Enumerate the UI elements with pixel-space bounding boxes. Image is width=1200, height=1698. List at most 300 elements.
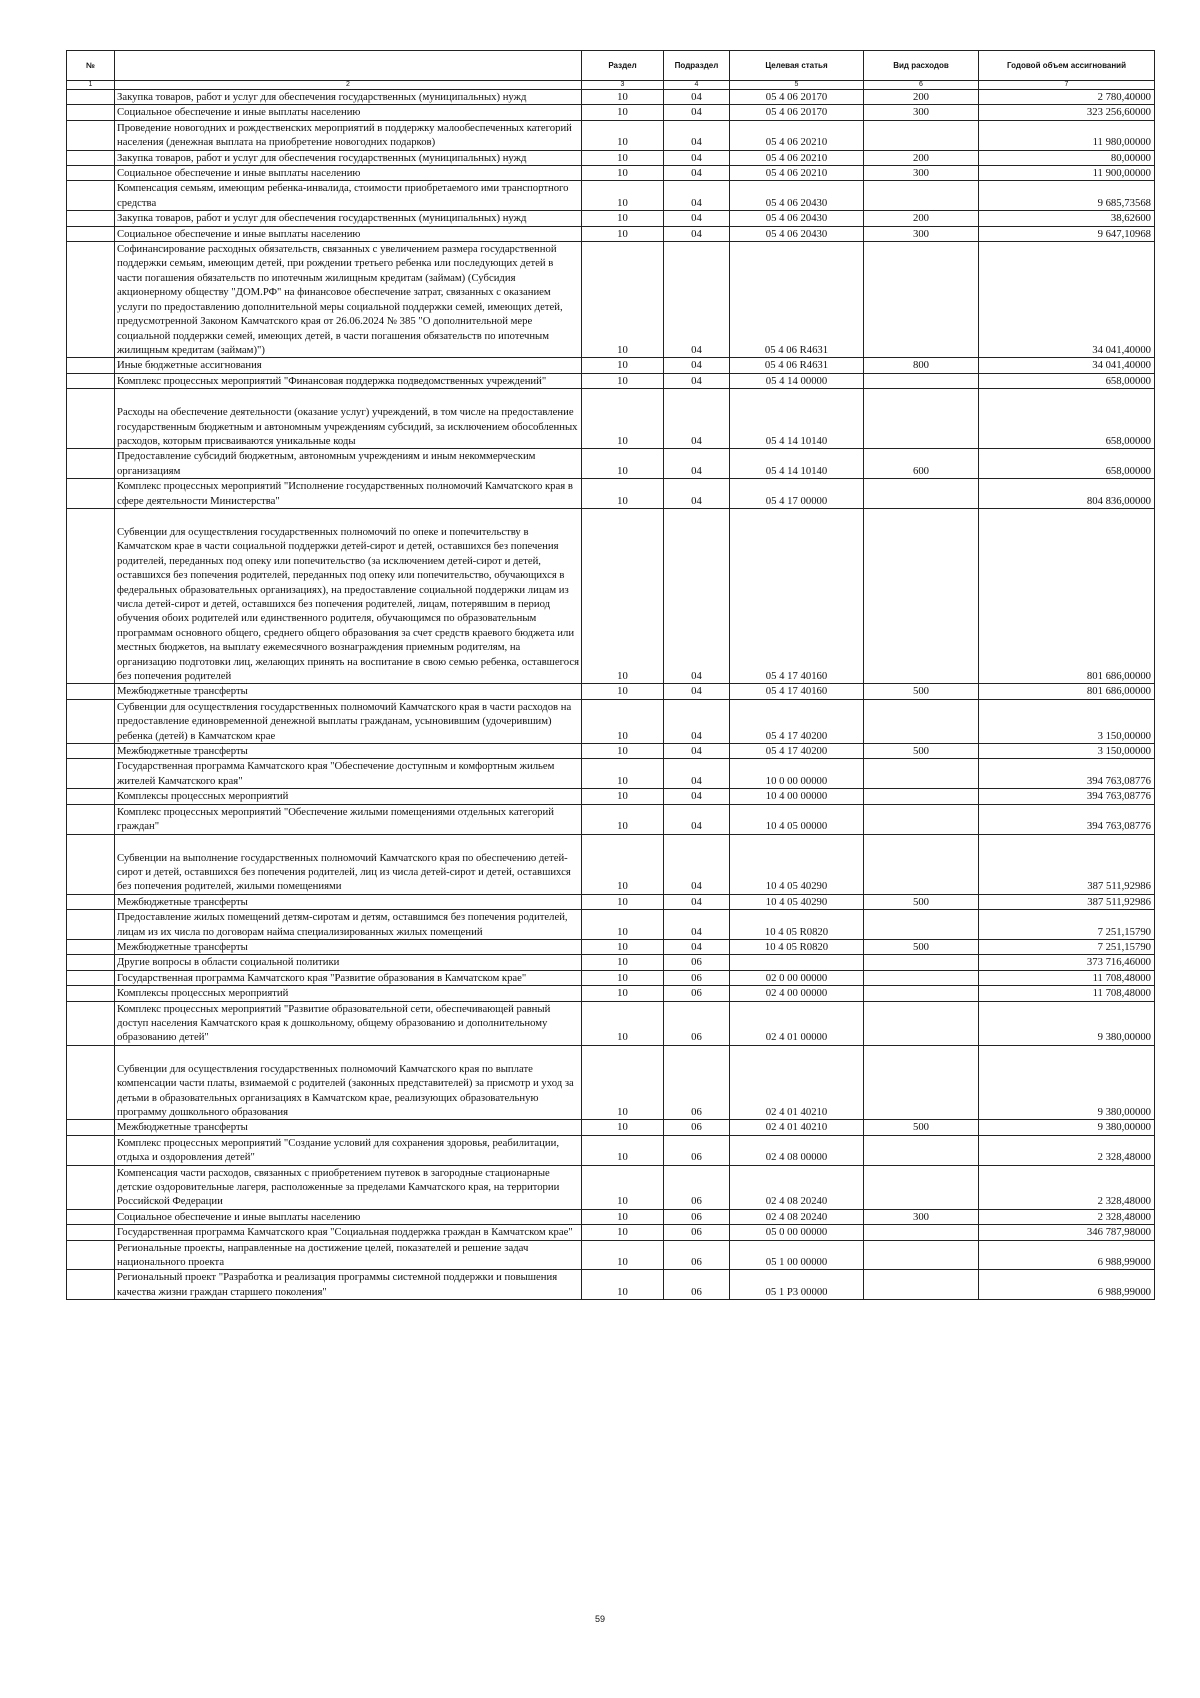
- cell-name: Комплекс процессных мероприятий "Обеспечение жилыми помещениями отдельных категорий граждан": [115, 804, 582, 834]
- cell-expense-type: [864, 1165, 979, 1209]
- cell-name: Социальное обеспечение и иные выплаты населению: [115, 166, 582, 181]
- cell-subsection: 04: [664, 105, 730, 120]
- cell-expense-type: 800: [864, 358, 979, 373]
- cell-name: Социальное обеспечение и иные выплаты населению: [115, 226, 582, 241]
- cell-amount: 2 780,40000: [979, 90, 1155, 105]
- cell-no: [67, 894, 115, 909]
- cell-name: Комплекс процессных мероприятий "Финансовая поддержка подведомственных учреждений": [115, 373, 582, 388]
- cell-no: [67, 1165, 115, 1209]
- header-row: [67, 51, 1155, 81]
- cell-section: 10: [582, 242, 664, 358]
- cell-no: [67, 373, 115, 388]
- cell-subsection: 04: [664, 90, 730, 105]
- cell-target: 05 4 06 R4631: [730, 358, 864, 373]
- cell-amount: 658,00000: [979, 389, 1155, 449]
- cell-subsection: 04: [664, 684, 730, 699]
- cell-expense-type: 300: [864, 226, 979, 241]
- budget-table: [66, 50, 1155, 1300]
- cell-name: Межбюджетные трансферты: [115, 1120, 582, 1135]
- cell-expense-type: [864, 1270, 979, 1300]
- table-row: [67, 939, 1155, 954]
- cell-no: [67, 508, 115, 683]
- cell-amount: 2 328,48000: [979, 1135, 1155, 1165]
- cell-subsection: 04: [664, 759, 730, 789]
- cell-subsection: 04: [664, 479, 730, 509]
- cell-expense-type: [864, 1240, 979, 1270]
- cell-section: 10: [582, 90, 664, 105]
- header-amount: Годовой объем ассигнований: [979, 51, 1155, 81]
- cell-no: [67, 1209, 115, 1224]
- cell-name: Комплекс процессных мероприятий "Развитие образовательной сети, обеспечивающей равный доступ населения Камчатского края к дошкольному, общему образованию и дополнительному образованию детей": [115, 1001, 582, 1045]
- page-number: 59: [594, 1614, 605, 1624]
- cell-section: 10: [582, 181, 664, 211]
- cell-expense-type: [864, 986, 979, 1001]
- cell-target: 05 4 06 20170: [730, 105, 864, 120]
- cell-target: 10 4 00 00000: [730, 789, 864, 804]
- cell-expense-type: 200: [864, 90, 979, 105]
- cell-section: 10: [582, 1209, 664, 1224]
- cell-subsection: 06: [664, 986, 730, 1001]
- table-row: [67, 150, 1155, 165]
- cell-section: 10: [582, 1001, 664, 1045]
- table-row: [67, 1135, 1155, 1165]
- cell-name: Комплекс процессных мероприятий "Исполнение государственных полномочий Камчатского края в сфере деятельности Министерства": [115, 479, 582, 509]
- cell-subsection: 06: [664, 1165, 730, 1209]
- header-expense-type: Вид расходов: [864, 51, 979, 81]
- cell-name: Государственная программа Камчатского края "Обеспечение доступным и комфортным жильем жителей Камчатского края": [115, 759, 582, 789]
- cell-no: [67, 1240, 115, 1270]
- cell-target: 10 0 00 00000: [730, 759, 864, 789]
- cell-target: 10 4 05 40290: [730, 834, 864, 894]
- cell-subsection: 06: [664, 955, 730, 970]
- cell-name: Региональные проекты, направленные на достижение целей, показателей и решение задач национального проекта: [115, 1240, 582, 1270]
- cell-no: [67, 479, 115, 509]
- cell-no: [67, 181, 115, 211]
- table-row: [67, 699, 1155, 743]
- cell-section: 10: [582, 789, 664, 804]
- cell-no: [67, 986, 115, 1001]
- cell-amount: 801 686,00000: [979, 684, 1155, 699]
- cell-amount: 80,00000: [979, 150, 1155, 165]
- cell-target: 10 4 05 R0820: [730, 939, 864, 954]
- cell-name: Компенсация семьям, имеющим ребенка-инвалида, стоимости приобретаемого ими транспортного средства: [115, 181, 582, 211]
- cell-amount: 34 041,40000: [979, 358, 1155, 373]
- cell-amount: 9 685,73568: [979, 181, 1155, 211]
- cell-section: 10: [582, 1165, 664, 1209]
- cell-no: [67, 955, 115, 970]
- cell-no: [67, 358, 115, 373]
- cell-expense-type: 300: [864, 166, 979, 181]
- cell-amount: 11 900,00000: [979, 166, 1155, 181]
- cell-name: Закупка товаров, работ и услуг для обеспечения государственных (муниципальных) нужд: [115, 90, 582, 105]
- header-target: Целевая статья: [730, 51, 864, 81]
- cell-expense-type: [864, 1045, 979, 1120]
- cell-section: 10: [582, 804, 664, 834]
- cell-no: [67, 804, 115, 834]
- cell-name: Государственная программа Камчатского края "Развитие образования в Камчатском крае": [115, 970, 582, 985]
- cell-no: [67, 1270, 115, 1300]
- cell-target: 05 4 14 00000: [730, 373, 864, 388]
- cell-section: 10: [582, 834, 664, 894]
- cell-expense-type: 600: [864, 449, 979, 479]
- cell-subsection: 04: [664, 508, 730, 683]
- table-row: [67, 744, 1155, 759]
- column-number: 2: [115, 81, 582, 90]
- cell-expense-type: 200: [864, 150, 979, 165]
- cell-expense-type: [864, 910, 979, 940]
- cell-section: 10: [582, 970, 664, 985]
- cell-section: 10: [582, 910, 664, 940]
- cell-name: Комплекс процессных мероприятий "Создание условий для сохранения здоровья, реабилитации, отдыха и оздоровления детей": [115, 1135, 582, 1165]
- cell-name: Субвенции для осуществления государственных полномочий Камчатского края в части расходов на предоставление единовременной денежной выплаты гражданам, усыновившим (удочерившим) ребенка (детей) в Камчатском крае: [115, 699, 582, 743]
- cell-name: Компенсация части расходов, связанных с приобретением путевок в загородные стационарные детские оздоровительные лагеря, расположенные за пределами Камчатского края, на территории Российской Федерации: [115, 1165, 582, 1209]
- cell-section: 10: [582, 479, 664, 509]
- table-row: [67, 1001, 1155, 1045]
- table-row: [67, 1225, 1155, 1240]
- cell-section: 10: [582, 150, 664, 165]
- cell-no: [67, 120, 115, 150]
- table-row: [67, 970, 1155, 985]
- cell-amount: 9 380,00000: [979, 1045, 1155, 1120]
- cell-no: [67, 910, 115, 940]
- cell-target: 02 4 08 20240: [730, 1165, 864, 1209]
- cell-section: 10: [582, 508, 664, 683]
- cell-subsection: 06: [664, 1001, 730, 1045]
- cell-expense-type: 300: [864, 105, 979, 120]
- table-row: [67, 1165, 1155, 1209]
- header-no: №: [67, 51, 115, 81]
- cell-subsection: 04: [664, 789, 730, 804]
- column-number: 5: [730, 81, 864, 90]
- cell-name: Комплексы процессных мероприятий: [115, 789, 582, 804]
- cell-expense-type: [864, 479, 979, 509]
- cell-subsection: 04: [664, 226, 730, 241]
- cell-subsection: 04: [664, 939, 730, 954]
- cell-amount: 9 647,10968: [979, 226, 1155, 241]
- cell-amount: 3 150,00000: [979, 699, 1155, 743]
- cell-expense-type: [864, 759, 979, 789]
- column-number: 3: [582, 81, 664, 90]
- cell-expense-type: [864, 1001, 979, 1045]
- cell-target: 05 4 06 20430: [730, 226, 864, 241]
- cell-no: [67, 150, 115, 165]
- cell-target: 02 4 01 40210: [730, 1120, 864, 1135]
- cell-subsection: 04: [664, 373, 730, 388]
- cell-subsection: 06: [664, 970, 730, 985]
- cell-section: 10: [582, 759, 664, 789]
- cell-expense-type: [864, 508, 979, 683]
- cell-no: [67, 684, 115, 699]
- cell-subsection: 04: [664, 166, 730, 181]
- cell-amount: 9 380,00000: [979, 1001, 1155, 1045]
- cell-amount: 394 763,08776: [979, 789, 1155, 804]
- cell-subsection: 04: [664, 449, 730, 479]
- budget-table-sheet: [66, 50, 1154, 1300]
- table-row: [67, 910, 1155, 940]
- cell-amount: 804 836,00000: [979, 479, 1155, 509]
- cell-no: [67, 699, 115, 743]
- cell-expense-type: [864, 789, 979, 804]
- table-row: [67, 834, 1155, 894]
- table-row: [67, 358, 1155, 373]
- cell-section: 10: [582, 955, 664, 970]
- table-row: [67, 759, 1155, 789]
- cell-subsection: 06: [664, 1225, 730, 1240]
- cell-subsection: 04: [664, 211, 730, 226]
- cell-subsection: 06: [664, 1240, 730, 1270]
- cell-section: 10: [582, 986, 664, 1001]
- cell-name: Государственная программа Камчатского края "Социальная поддержка граждан в Камчатском крае": [115, 1225, 582, 1240]
- cell-expense-type: [864, 242, 979, 358]
- cell-subsection: 04: [664, 181, 730, 211]
- table-row: [67, 1120, 1155, 1135]
- cell-amount: 658,00000: [979, 373, 1155, 388]
- cell-target: 10 4 05 40290: [730, 894, 864, 909]
- cell-subsection: 04: [664, 699, 730, 743]
- cell-amount: 34 041,40000: [979, 242, 1155, 358]
- cell-subsection: 04: [664, 910, 730, 940]
- cell-subsection: 04: [664, 894, 730, 909]
- column-number-row: [67, 81, 1155, 90]
- cell-section: 10: [582, 894, 664, 909]
- cell-expense-type: [864, 970, 979, 985]
- cell-target: [730, 955, 864, 970]
- cell-expense-type: 500: [864, 684, 979, 699]
- cell-target: 05 4 06 R4631: [730, 242, 864, 358]
- cell-target: 05 4 14 10140: [730, 389, 864, 449]
- cell-section: 10: [582, 939, 664, 954]
- table-row: [67, 449, 1155, 479]
- cell-target: 05 4 17 00000: [730, 479, 864, 509]
- table-row: [67, 389, 1155, 449]
- cell-target: 10 4 05 R0820: [730, 910, 864, 940]
- cell-target: 05 1 00 00000: [730, 1240, 864, 1270]
- cell-name: Межбюджетные трансферты: [115, 894, 582, 909]
- cell-target: 05 1 P3 00000: [730, 1270, 864, 1300]
- table-row: [67, 955, 1155, 970]
- cell-section: 10: [582, 226, 664, 241]
- cell-subsection: 04: [664, 744, 730, 759]
- cell-amount: 11 708,48000: [979, 970, 1155, 985]
- cell-section: 10: [582, 1270, 664, 1300]
- cell-target: 02 4 08 00000: [730, 1135, 864, 1165]
- cell-target: 05 4 06 20170: [730, 90, 864, 105]
- cell-name: Иные бюджетные ассигнования: [115, 358, 582, 373]
- cell-subsection: 04: [664, 804, 730, 834]
- cell-amount: 11 980,00000: [979, 120, 1155, 150]
- cell-expense-type: [864, 955, 979, 970]
- cell-section: 10: [582, 1225, 664, 1240]
- cell-no: [67, 834, 115, 894]
- cell-section: 10: [582, 1135, 664, 1165]
- table-row: [67, 181, 1155, 211]
- cell-amount: 2 328,48000: [979, 1209, 1155, 1224]
- cell-amount: 658,00000: [979, 449, 1155, 479]
- cell-no: [67, 211, 115, 226]
- cell-name: Межбюджетные трансферты: [115, 684, 582, 699]
- cell-amount: 11 708,48000: [979, 986, 1155, 1001]
- cell-no: [67, 939, 115, 954]
- cell-name: Социальное обеспечение и иные выплаты населению: [115, 1209, 582, 1224]
- table-row: [67, 479, 1155, 509]
- cell-expense-type: 200: [864, 211, 979, 226]
- cell-expense-type: [864, 699, 979, 743]
- cell-name: Расходы на обеспечение деятельности (оказание услуг) учреждений, в том числе на предоставление государственным бюджетным и автономным учреждениям субсидий, за исключением обособленных расходов, которым присваиваются уникальные коды: [115, 389, 582, 449]
- table-row: [67, 508, 1155, 683]
- cell-amount: 2 328,48000: [979, 1165, 1155, 1209]
- cell-amount: 6 988,99000: [979, 1240, 1155, 1270]
- cell-section: 10: [582, 684, 664, 699]
- cell-name: Субвенции для осуществления государственных полномочий по опеке и попечительству в Камчатском крае в части социальной поддержки детей-сирот и детей, оставшихся без попечения родителей, переданных под опеку или попечительство (за исключением детей-сирот и детей, оставшихся без попечения родителей, переданных под опеку или попечительство, обучающихся в федеральных образовательных организациях), на предоставление социальной поддержки лицам из числа детей-сирот и детей, оставшихся без попечения родителей, лицам, потерявшим в период обучения обоих родителей или единственного родителя, обучающимся по образовательным программам основного общего, среднего общего образования за счет средств краевого бюджета или местных бюджетов, на выплату ежемесячного вознаграждения приемным родителям, на организацию подготовки лиц, желающих принять на воспитание в свою семью ребенка, оставшегося без попечения родителей: [115, 508, 582, 683]
- column-number: 1: [67, 81, 115, 90]
- cell-target: 02 4 00 00000: [730, 986, 864, 1001]
- table-row: [67, 684, 1155, 699]
- cell-subsection: 04: [664, 834, 730, 894]
- table-row: [67, 1209, 1155, 1224]
- cell-amount: 346 787,98000: [979, 1225, 1155, 1240]
- cell-target: 05 4 17 40200: [730, 744, 864, 759]
- cell-section: 10: [582, 1045, 664, 1120]
- cell-amount: 7 251,15790: [979, 910, 1155, 940]
- cell-name: Предоставление субсидий бюджетным, автономным учреждениям и иным некоммерческим организациям: [115, 449, 582, 479]
- cell-name: Региональный проект "Разработка и реализация программы системной поддержки и повышения качества жизни граждан старшего поколения": [115, 1270, 582, 1300]
- cell-amount: 373 716,46000: [979, 955, 1155, 970]
- cell-subsection: 04: [664, 242, 730, 358]
- table-row: [67, 1045, 1155, 1120]
- cell-subsection: 04: [664, 150, 730, 165]
- column-number: 7: [979, 81, 1155, 90]
- cell-amount: 801 686,00000: [979, 508, 1155, 683]
- cell-expense-type: [864, 389, 979, 449]
- cell-amount: 6 988,99000: [979, 1270, 1155, 1300]
- cell-name: Софинансирование расходных обязательств, связанных с увеличением размера государственной поддержки семьям, имеющим детей, при рождении третьего ребенка или последующих детей в части погашения обязательств по ипотечным жилищным кредитам (займам) (Субсидия акционерному обществу "ДОМ.РФ" на финансовое обеспечение затрат, связанных с оказанием услуги по предоставлению дополнительной меры социальной поддержки семей, имеющих детей, предусмотренной Законом Камчатского края от 26.06.2024 № 385 "О дополнительной мере социальной поддержки семей, имеющих детей, в части погашения обязательств по ипотечным жилищным кредитам (займам)"): [115, 242, 582, 358]
- cell-subsection: 04: [664, 389, 730, 449]
- cell-amount: 38,62600: [979, 211, 1155, 226]
- table-row: [67, 211, 1155, 226]
- cell-no: [67, 242, 115, 358]
- cell-no: [67, 105, 115, 120]
- cell-subsection: 04: [664, 358, 730, 373]
- table-row: [67, 804, 1155, 834]
- cell-expense-type: [864, 804, 979, 834]
- cell-target: 05 4 06 20210: [730, 120, 864, 150]
- cell-expense-type: 500: [864, 939, 979, 954]
- cell-amount: 387 511,92986: [979, 894, 1155, 909]
- cell-no: [67, 744, 115, 759]
- cell-name: Субвенции на выполнение государственных полномочий Камчатского края по обеспечению детей-сирот и детей, оставшихся без попечения родителей, лиц из числа детей-сирот и детей, оставшихся без попечения родителей, жилыми помещениями: [115, 834, 582, 894]
- table-row: [67, 120, 1155, 150]
- cell-expense-type: 500: [864, 894, 979, 909]
- table-row: [67, 1240, 1155, 1270]
- cell-section: 10: [582, 449, 664, 479]
- cell-no: [67, 226, 115, 241]
- cell-no: [67, 759, 115, 789]
- cell-name: Закупка товаров, работ и услуг для обеспечения государственных (муниципальных) нужд: [115, 211, 582, 226]
- cell-name: Комплексы процессных мероприятий: [115, 986, 582, 1001]
- header-subsection: Подраздел: [664, 51, 730, 81]
- cell-section: 10: [582, 744, 664, 759]
- cell-target: 05 4 17 40200: [730, 699, 864, 743]
- cell-section: 10: [582, 699, 664, 743]
- cell-subsection: 06: [664, 1270, 730, 1300]
- cell-no: [67, 1120, 115, 1135]
- cell-no: [67, 449, 115, 479]
- cell-expense-type: 500: [864, 744, 979, 759]
- cell-no: [67, 90, 115, 105]
- cell-subsection: 06: [664, 1045, 730, 1120]
- cell-target: 02 4 01 40210: [730, 1045, 864, 1120]
- cell-subsection: 04: [664, 120, 730, 150]
- cell-section: 10: [582, 358, 664, 373]
- cell-target: 05 4 06 20210: [730, 150, 864, 165]
- cell-no: [67, 1045, 115, 1120]
- table-row: [67, 105, 1155, 120]
- cell-amount: 323 256,60000: [979, 105, 1155, 120]
- cell-section: 10: [582, 166, 664, 181]
- cell-amount: 7 251,15790: [979, 939, 1155, 954]
- table-row: [67, 1270, 1155, 1300]
- cell-name: Закупка товаров, работ и услуг для обеспечения государственных (муниципальных) нужд: [115, 150, 582, 165]
- cell-section: 10: [582, 105, 664, 120]
- cell-amount: 3 150,00000: [979, 744, 1155, 759]
- header-section: Раздел: [582, 51, 664, 81]
- cell-amount: 387 511,92986: [979, 834, 1155, 894]
- cell-no: [67, 1001, 115, 1045]
- cell-expense-type: 500: [864, 1120, 979, 1135]
- cell-target: 10 4 05 00000: [730, 804, 864, 834]
- cell-target: 05 4 06 20430: [730, 211, 864, 226]
- cell-target: 02 0 00 00000: [730, 970, 864, 985]
- table-body: [67, 90, 1155, 1300]
- cell-target: 05 4 06 20210: [730, 166, 864, 181]
- cell-section: 10: [582, 373, 664, 388]
- table-row: [67, 789, 1155, 804]
- cell-amount: 394 763,08776: [979, 759, 1155, 789]
- cell-subsection: 06: [664, 1120, 730, 1135]
- cell-section: 10: [582, 1240, 664, 1270]
- cell-section: 10: [582, 1120, 664, 1135]
- cell-expense-type: [864, 120, 979, 150]
- cell-target: 05 0 00 00000: [730, 1225, 864, 1240]
- cell-subsection: 06: [664, 1209, 730, 1224]
- cell-no: [67, 1225, 115, 1240]
- cell-expense-type: [864, 834, 979, 894]
- table-row: [67, 242, 1155, 358]
- cell-expense-type: [864, 373, 979, 388]
- table-row: [67, 226, 1155, 241]
- cell-name: Межбюджетные трансферты: [115, 939, 582, 954]
- table-row: [67, 894, 1155, 909]
- cell-name: Субвенции для осуществления государственных полномочий Камчатского края по выплате компенсации части платы, взимаемой с родителей (законных представителей) за присмотр и уход за детьми в образовательных организациях в Камчатском крае, реализующих образовательную программу дошкольного образования: [115, 1045, 582, 1120]
- cell-name: Социальное обеспечение и иные выплаты населению: [115, 105, 582, 120]
- cell-name: Проведение новогодних и рождественских мероприятий в поддержку малообеспеченных категорий населения (денежная выплата на приобретение новогодних подарков): [115, 120, 582, 150]
- cell-section: 10: [582, 389, 664, 449]
- cell-expense-type: 300: [864, 1209, 979, 1224]
- column-number: 4: [664, 81, 730, 90]
- cell-no: [67, 789, 115, 804]
- cell-name: Предоставление жилых помещений детям-сиротам и детям, оставшимся без попечения родителей, лицам из их числа по договорам найма специализированных жилых помещений: [115, 910, 582, 940]
- cell-target: 02 4 08 20240: [730, 1209, 864, 1224]
- cell-target: 05 4 14 10140: [730, 449, 864, 479]
- cell-target: 02 4 01 00000: [730, 1001, 864, 1045]
- cell-amount: 394 763,08776: [979, 804, 1155, 834]
- cell-amount: 9 380,00000: [979, 1120, 1155, 1135]
- header-name: [115, 51, 582, 81]
- cell-no: [67, 970, 115, 985]
- cell-target: 05 4 17 40160: [730, 508, 864, 683]
- cell-expense-type: [864, 1135, 979, 1165]
- cell-expense-type: [864, 1225, 979, 1240]
